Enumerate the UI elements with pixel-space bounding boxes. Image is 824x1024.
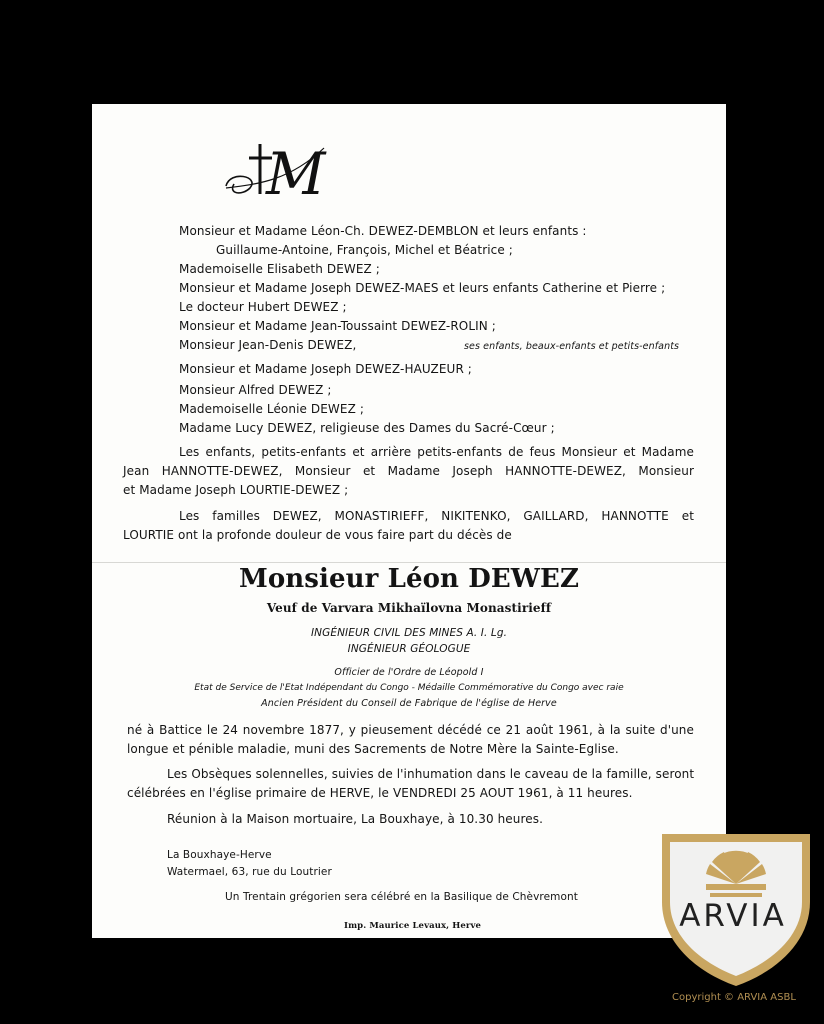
cross-monogram-icon <box>220 140 340 210</box>
arvia-logo-text: ARVIA <box>679 898 787 934</box>
announcement-line: LOURTIE ont la profonde douleur de vous faire part du décès de <box>123 528 512 542</box>
honor-line: Ancien Président du Conseil de Fabrique de l'église de Herve <box>261 698 557 709</box>
geologist-title: INGÉNIEUR GÉOLOGUE <box>347 643 471 655</box>
engineer-title: INGÉNIEUR CIVIL DES MINES A. I. Lg. <box>310 627 508 639</box>
details-line: longue et pénible maladie, muni des Sacrements de Notre Mère la Sainte-Eglise. <box>127 742 619 756</box>
details-line: Réunion à la Maison mortuaire, La Bouxhaye, à 10.30 heures. <box>167 812 544 826</box>
address-line: La Bouxhaye-Herve <box>167 849 272 861</box>
monogram-letter: M <box>266 140 326 208</box>
announcement-line: Monsieur Jean-Denis DEWEZ, <box>179 338 357 352</box>
announcement-line: Mademoiselle Léonie DEWEZ ; <box>179 402 364 416</box>
announcement-line: Monsieur et Madame Joseph DEWEZ-MAES et leurs enfants Catherine et Pierre ; <box>179 281 666 295</box>
announcement-line: Jean HANNOTTE-DEWEZ, Monsieur et Madame Joseph HANNOTTE-DEWEZ, Monsieur <box>123 464 694 478</box>
announcement-line: Monsieur Alfred DEWEZ ; <box>179 383 332 397</box>
trentain-note: Un Trentain grégorien sera célébré en la Basilique de Chèvremont <box>225 891 578 903</box>
printer-credit: Imp. Maurice Levaux, Herve <box>344 921 482 931</box>
widower-line: Veuf de Varvara Mikhaïlovna Monastirieff <box>266 601 552 615</box>
announcement-line: Madame Lucy DEWEZ, religieuse des Dames du Sacré-Cœur ; <box>179 421 555 435</box>
honor-line: Etat de Service de l'Etat Indépendant du Congo - Médaille Commémorative du Congo avec raie <box>194 683 624 693</box>
details-line: né à Battice le 24 novembre 1877, y pieusement décédé ce 21 août 1961, à la suite d'une <box>127 723 694 737</box>
details-line: Les Obsèques solennelles, suivies de l'inhumation dans le caveau de la famille, seront <box>167 767 695 781</box>
announcement-line: Monsieur et Madame Léon-Ch. DEWEZ-DEMBLON et leurs enfants : <box>179 224 587 238</box>
announcement-line: Les familles DEWEZ, MONASTIRIEFF, NIKITENKO, GAILLARD, HANNOTTE et <box>179 509 694 523</box>
announcement-line: Les enfants, petits-enfants et arrière petits-enfants de feus Monsieur et Madame <box>179 445 694 459</box>
announcement-line: Monsieur et Madame Jean-Toussaint DEWEZ-ROLIN ; <box>179 319 496 333</box>
announcement-line: et Madame Joseph LOURTIE-DEWEZ ; <box>123 483 349 497</box>
details-line: célébrées en l'église primaire de HERVE, le VENDREDI 25 AOUT 1961, à 11 heures. <box>127 786 633 800</box>
announcement-line: Le docteur Hubert DEWEZ ; <box>179 300 347 314</box>
announcement-line: ses enfants, beaux-enfants et petits-enfants <box>464 341 680 352</box>
announcement-line: Guillaume-Antoine, François, Michel et Béatrice ; <box>216 243 513 257</box>
deceased-name: Monsieur Léon DEWEZ <box>238 564 580 594</box>
announcement-line: Mademoiselle Elisabeth DEWEZ ; <box>179 262 380 276</box>
honor-line: Officier de l'Ordre de Léopold I <box>334 667 484 678</box>
address-line: Watermael, 63, rue du Loutrier <box>167 866 332 878</box>
fold-line <box>92 562 726 563</box>
mourning-card <box>92 104 726 938</box>
copyright-notice: Copyright © ARVIA ASBL <box>672 992 796 1003</box>
announcement-line: Monsieur et Madame Joseph DEWEZ-HAUZEUR ; <box>179 362 472 376</box>
